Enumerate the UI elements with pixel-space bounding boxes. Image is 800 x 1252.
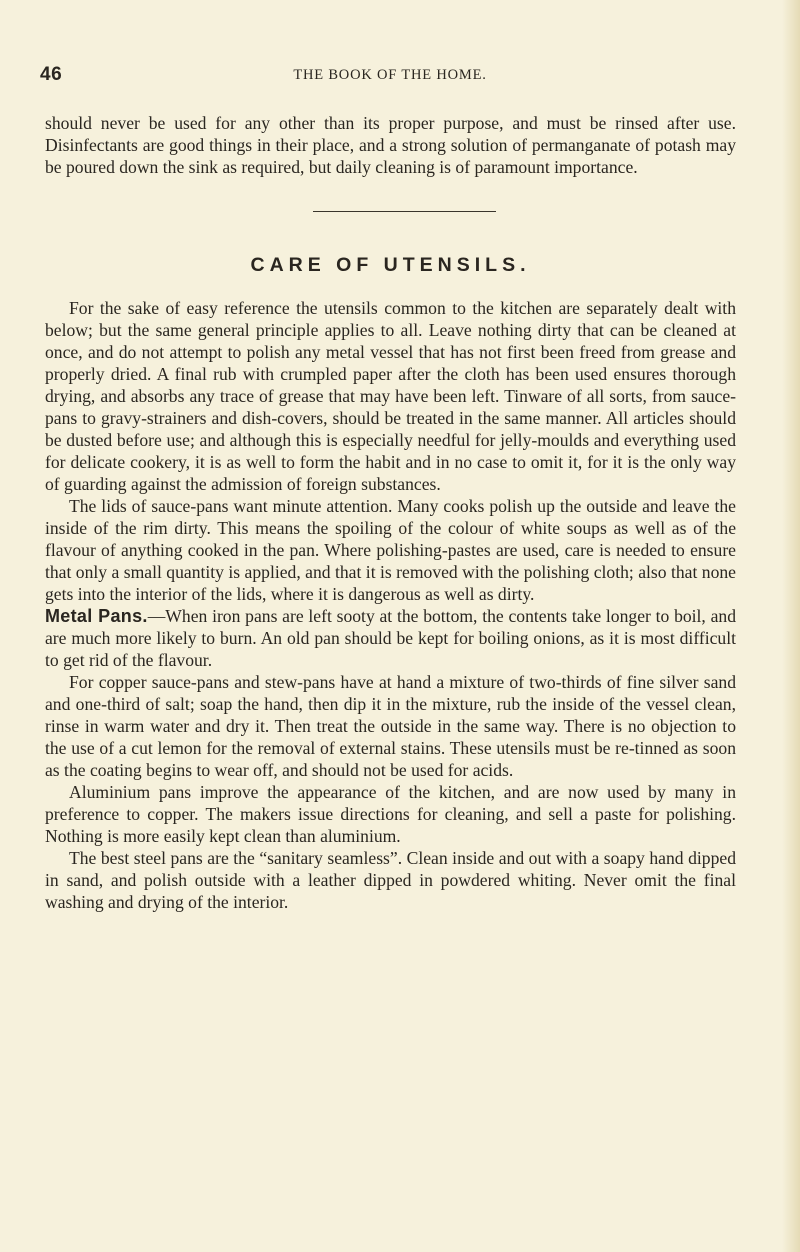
page-number: 46	[40, 64, 63, 85]
section-body	[45, 297, 736, 913]
paragraph-sauce-pan-lids: The lids of sauce-pans want minute attention. Many cooks polish up the outside and leave the inside of the rim dirty. This means the spoiling of the colour of white soups as well as of the flavour of anything cooked in the pan. Where polishing-pastes are used, care is needed to ensure that only a small quantity is applied, and that it is removed with the polishing cloth; also that none gets into the interior of the lids, where it is dangerous as well as dirty.	[45, 496, 736, 604]
book-title: THE BOOK OF THE HOME.	[293, 67, 487, 83]
paragraph-metal-pans	[45, 605, 736, 671]
running-head	[40, 60, 740, 90]
paragraph-steel-pans: The best steel pans are the “sanitary seamless”. Clean inside and out with a soapy hand dipped in sand, and polish outside with a leather dipped in powdered whiting. Never omit the final washing and drying of the interior.	[45, 848, 736, 912]
metal-pans-text: —When iron pans are left sooty at the bottom, the contents take longer to boil, and are much more likely to burn. An old pan should be kept for boiling onions, as it is most difficult to get rid of the flavour.	[45, 606, 736, 670]
intro-paragraph: should never be used for any other than its proper purpose, and must be rinsed after use. Disinfectants are good things in their place, and a strong solution of permanganate of potash may be poured down the sink as required, but daily cleaning is of paramount importance.	[45, 113, 736, 177]
paragraph-copper-pans: For copper sauce-pans and stew-pans have at hand a mixture of two-thirds of fine silver sand and one-third of salt; soap the hand, then dip it in the mixture, rub the inside of the vessel clean, rinse in warm water and dry it. Then treat the outside in the same way. There is no objection to the use of a cut lemon for the removal of external stains. These utensils must be re-tinned as soon as the coating begins to wear off, and should not be used for acids.	[45, 672, 736, 780]
paragraph-aluminium-pans: Aluminium pans improve the appearance of the kitchen, and are now used by many in preference to copper. The makers issue directions for cleaning, and sell a paste for polishing. Nothing is more easily kept clean than aluminium.	[45, 782, 736, 846]
section-divider	[313, 211, 496, 212]
paragraph-general-principle: For the sake of easy reference the utensils common to the kitchen are separately dealt with below; but the same general principle applies to all. Leave nothing dirty that can be cleaned at once, and do not attempt to polish any metal vessel that has not first been freed from grease and properly dried. A final rub with crumpled paper after the cloth has been used ensures thorough drying, and absorbs any trace of grease that may have been left. Tinware of all sorts, from sauce-pans to gravy-strainers and dish-covers, should be treated in the same manner. All articles should be dusted before use; and although this is especially needful for jelly-moulds and everything used for delicate cookery, it is as well to form the habit and in no case to omit it, for it is the only way of guarding against the admission of foreign substances.	[45, 298, 736, 494]
intro-text-block	[45, 112, 736, 178]
section-heading: CARE OF UTENSILS.	[250, 254, 531, 276]
metal-pans-subhead: Metal Pans.	[45, 606, 148, 626]
page-edge-shadow	[782, 0, 800, 1252]
